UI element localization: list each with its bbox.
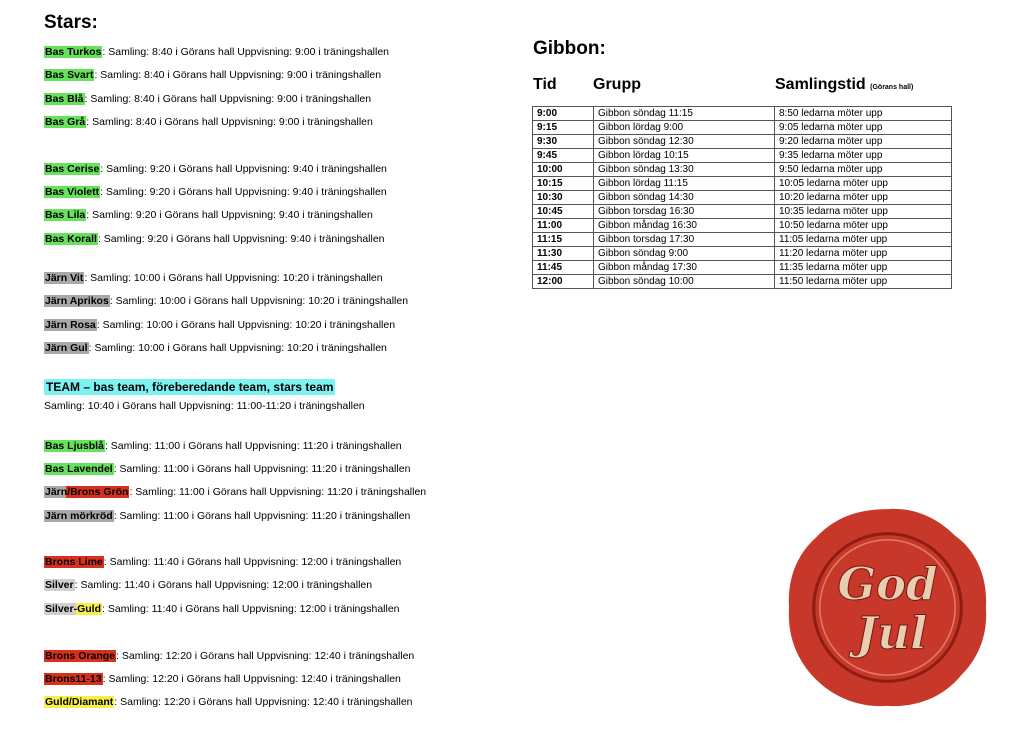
- cell-grupp: Gibbon lördag 10:15: [594, 149, 775, 163]
- table-row: [533, 233, 952, 247]
- group-label: Järn Aprikos: [45, 295, 109, 307]
- team-schedule: Samling: 10:40 i Görans hall Uppvisning: 11:00-11:20 i träningshallen: [44, 400, 365, 412]
- schedule-text: : Samling: 10:00 i Görans hall Uppvisning: 10:20 i träningshallen: [96, 319, 396, 331]
- schedule-line: [44, 696, 413, 709]
- cell-tid: 11:15: [533, 233, 594, 247]
- group-label: Bas Turkos: [45, 46, 102, 58]
- schedule-text: : Samling: 9:20 i Görans hall Uppvisning: 9:40 i träningshallen: [100, 163, 387, 175]
- group-label: Silver: [45, 579, 74, 591]
- cell-tid: 10:30: [533, 191, 594, 205]
- cell-grupp: Gibbon lördag 9:00: [594, 121, 775, 135]
- schedule-line: [44, 579, 372, 592]
- cell-samlingstid: 10:05 ledarna möter upp: [775, 177, 952, 191]
- schedule-line: [44, 93, 371, 106]
- schedule-text: : Samling: 10:00 i Görans hall Uppvisning: 10:20 i träningshallen: [84, 272, 383, 284]
- team-label: TEAM – bas team, föreberedande team, stars team: [46, 380, 334, 394]
- gibbon-table: [532, 106, 952, 289]
- table-row: [533, 275, 952, 289]
- group-label: Bas Korall: [45, 233, 97, 245]
- table-row: [533, 191, 952, 205]
- schedule-text: : Samling: 9:20 i Görans hall Uppvisning: 9:40 i träningshallen: [100, 186, 387, 198]
- schedule-line: [44, 486, 426, 499]
- schedule-line: [44, 272, 383, 285]
- group-label: Bas Ljusblå: [45, 440, 104, 452]
- schedule-line: [44, 163, 387, 176]
- cell-samlingstid: 10:20 ledarna möter upp: [775, 191, 952, 205]
- group-label: Järn Vit: [45, 272, 84, 284]
- seal-text-jul: Jul: [855, 606, 928, 660]
- table-row: [533, 135, 952, 149]
- schedule-text: : Samling: 12:20 i Görans hall Uppvisning: 12:40 i träningshallen: [102, 673, 401, 685]
- schedule-line: [44, 673, 401, 686]
- table-row: [533, 149, 952, 163]
- header-samlingstid-note: (Görans hall): [870, 84, 914, 91]
- cell-samlingstid: 11:50 ledarna möter upp: [775, 275, 952, 289]
- schedule-text: : Samling: 12:20 i Görans hall Uppvisning: 12:40 i träningshallen: [114, 696, 413, 708]
- header-samlingstid: [775, 76, 913, 94]
- cell-samlingstid: 9:35 ledarna möter upp: [775, 149, 952, 163]
- gibbon-title: Gibbon:: [533, 38, 606, 59]
- group-label: Bas Violett: [45, 186, 100, 198]
- cell-samlingstid: 9:20 ledarna möter upp: [775, 135, 952, 149]
- group-label: Brons Orange: [45, 650, 116, 662]
- schedule-text: : Samling: 9:20 i Görans hall Uppvisning: 9:40 i träningshallen: [97, 233, 385, 245]
- schedule-text: : Samling: 8:40 i Görans hall Uppvisning: 9:00 i träningshallen: [84, 93, 372, 105]
- schedule-text: : Samling: 8:40 i Görans hall Uppvisning: 9:00 i träningshallen: [86, 116, 373, 128]
- schedule-line: [44, 556, 401, 569]
- group-label: Järn mörkröd: [45, 510, 113, 522]
- schedule-text: : Samling: 10:00 i Görans hall Uppvisning: 10:20 i träningshallen: [88, 342, 387, 354]
- schedule-line: [44, 463, 410, 476]
- cell-tid: 10:15: [533, 177, 594, 191]
- cell-grupp: Gibbon torsdag 16:30: [594, 205, 775, 219]
- cell-samlingstid: 9:50 ledarna möter upp: [775, 163, 952, 177]
- header-grupp: Grupp: [593, 76, 641, 93]
- schedule-line: [44, 510, 410, 523]
- schedule-line: [44, 319, 395, 332]
- schedule-text: : Samling: 9:20 i Görans hall Uppvisning: 9:40 i träningshallen: [86, 209, 373, 221]
- cell-grupp: Gibbon söndag 12:30: [594, 135, 775, 149]
- group-label: Järn Gul: [45, 342, 88, 354]
- group-label: Bas Lavendel: [45, 463, 113, 475]
- schedule-line: [44, 440, 402, 453]
- cell-samlingstid: 8:50 ledarna möter upp: [775, 107, 952, 121]
- group-label: Brons11-13: [45, 673, 102, 685]
- cell-tid: 9:00: [533, 107, 594, 121]
- seal-text-god: God: [837, 557, 938, 611]
- schedule-text: : Samling: 10:00 i Görans hall Uppvisning: 10:20 i träningshallen: [109, 295, 409, 307]
- schedule-line: [44, 650, 414, 663]
- cell-tid: 11:00: [533, 219, 594, 233]
- schedule-text: : Samling: 8:40 i Görans hall Uppvisning: 9:00 i träningshallen: [102, 46, 390, 58]
- team-heading: [44, 381, 335, 395]
- schedule-text: : Samling: 8:40 i Görans hall Uppvisning: 9:00 i träningshallen: [94, 69, 382, 81]
- cell-tid: 11:45: [533, 261, 594, 275]
- schedule-text: : Samling: 11:00 i Görans hall Uppvisning: 11:20 i träningshallen: [113, 463, 411, 475]
- group-label: Bas Cerise: [45, 163, 100, 175]
- cell-tid: 9:45: [533, 149, 594, 163]
- cell-grupp: Gibbon söndag 13:30: [594, 163, 775, 177]
- cell-tid: 11:30: [533, 247, 594, 261]
- header-tid: Tid: [533, 76, 557, 93]
- cell-grupp: Gibbon söndag 9:00: [594, 247, 775, 261]
- table-row: [533, 247, 952, 261]
- group-label: Bas Svart: [45, 69, 94, 81]
- cell-grupp: Gibbon torsdag 17:30: [594, 233, 775, 247]
- cell-grupp: Gibbon lördag 11:15: [594, 177, 775, 191]
- cell-tid: 9:30: [533, 135, 594, 149]
- cell-samlingstid: 10:35 ledarna möter upp: [775, 205, 952, 219]
- cell-tid: 12:00: [533, 275, 594, 289]
- cell-samlingstid: 9:05 ledarna möter upp: [775, 121, 952, 135]
- schedule-line: [44, 186, 387, 199]
- table-row: [533, 177, 952, 191]
- schedule-line: [44, 342, 387, 355]
- cell-tid: 10:00: [533, 163, 594, 177]
- cell-grupp: Gibbon söndag 14:30: [594, 191, 775, 205]
- schedule-line: [44, 233, 385, 246]
- schedule-text: : Samling: 11:00 i Görans hall Uppvisning: 11:20 i träningshallen: [104, 440, 402, 452]
- cell-tid: 10:45: [533, 205, 594, 219]
- schedule-line: [44, 603, 400, 616]
- table-row: [533, 205, 952, 219]
- stars-title: Stars:: [44, 12, 98, 33]
- schedule-text: : Samling: 11:40 i Görans hall Uppvisning: 12:00 i träningshallen: [74, 579, 373, 591]
- schedule-line: [44, 46, 389, 59]
- group-label: Järn Rosa: [45, 319, 96, 331]
- schedule-line: [44, 116, 373, 129]
- schedule-text: : Samling: 11:00 i Görans hall Uppvisning: 11:20 i träningshallen: [113, 510, 411, 522]
- god-jul-seal-icon: [785, 505, 990, 710]
- schedule-text: : Samling: 11:00 i Görans hall Uppvisning: 11:20 i träningshallen: [129, 486, 427, 498]
- table-row: [533, 107, 952, 121]
- cell-samlingstid: 10:50 ledarna möter upp: [775, 219, 952, 233]
- group-label: Bas Grå: [45, 116, 86, 128]
- schedule-line: [44, 69, 381, 82]
- cell-grupp: Gibbon måndag 17:30: [594, 261, 775, 275]
- schedule-line: [44, 295, 408, 308]
- table-row: [533, 163, 952, 177]
- group-label: Silver-Guld: [45, 603, 102, 615]
- group-label: Bas Blå: [45, 93, 84, 105]
- table-row: [533, 121, 952, 135]
- table-row: [533, 219, 952, 233]
- group-label: Guld/Diamant: [45, 696, 114, 708]
- cell-grupp: Gibbon söndag 11:15: [594, 107, 775, 121]
- cell-grupp: Gibbon måndag 16:30: [594, 219, 775, 233]
- cell-grupp: Gibbon söndag 10:00: [594, 275, 775, 289]
- group-label: Järn/Brons Grön: [45, 486, 129, 498]
- table-row: [533, 261, 952, 275]
- header-samlingstid-label: Samlingstid: [775, 76, 866, 93]
- cell-samlingstid: 11:20 ledarna möter upp: [775, 247, 952, 261]
- schedule-text: : Samling: 12:20 i Görans hall Uppvisning: 12:40 i träningshallen: [116, 650, 415, 662]
- schedule-text: : Samling: 11:40 i Görans hall Uppvisning: 12:00 i träningshallen: [102, 603, 400, 615]
- schedule-text: : Samling: 11:40 i Görans hall Uppvisning: 12:00 i träningshallen: [103, 556, 402, 568]
- group-label: Brons Lime: [45, 556, 103, 568]
- group-label: Bas Lila: [45, 209, 86, 221]
- schedule-line: [44, 209, 373, 222]
- cell-samlingstid: 11:35 ledarna möter upp: [775, 261, 952, 275]
- cell-samlingstid: 11:05 ledarna möter upp: [775, 233, 952, 247]
- cell-tid: 9:15: [533, 121, 594, 135]
